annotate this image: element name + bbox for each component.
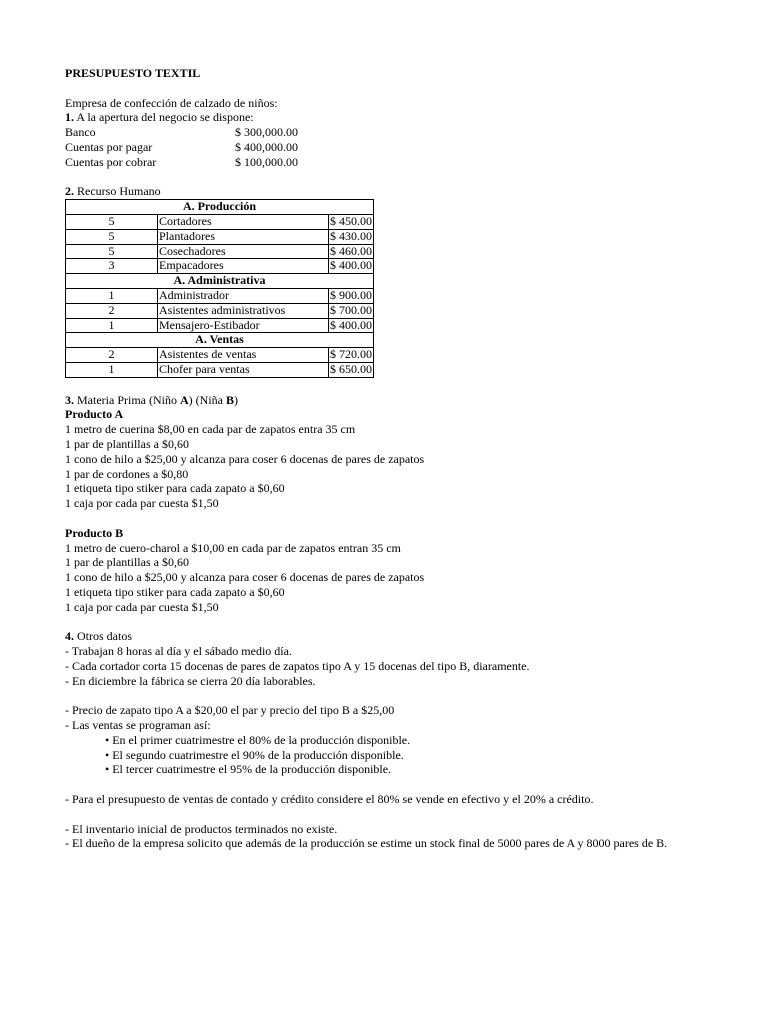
- staff-role: Administrador: [158, 288, 329, 303]
- staff-count: 1: [66, 318, 158, 333]
- s3-text-c: ): [234, 392, 238, 407]
- s3-number: 3.: [65, 392, 74, 407]
- balance-row: [65, 125, 745, 140]
- s4-heading: [65, 629, 745, 644]
- table-row: [66, 214, 374, 229]
- s1-number: 1.: [65, 110, 74, 125]
- list-item: - En diciembre la fábrica se cierra 20 día laborables.: [65, 673, 316, 688]
- staff-role: Empacadores: [158, 259, 329, 274]
- list-item: 1 metro de cuerina $8,00 en cada par de zapatos entra 35 cm: [65, 422, 356, 437]
- staff-role: Cosechadores: [158, 244, 329, 259]
- list-item: • En el primer cuatrimestre el 80% de la producción disponible.: [105, 732, 411, 747]
- table-row: [66, 229, 374, 244]
- product-a-title: Producto A: [65, 407, 124, 422]
- balance-label: Cuentas por pagar: [65, 139, 153, 154]
- document-page: [65, 66, 745, 851]
- s3-text-a: Materia Prima (Niño: [74, 392, 180, 407]
- list-item: - El dueño de la empresa solicito que además de la producción se estime un stock final de 5000 pares de A y 8000 pares de B.: [65, 836, 668, 851]
- table-row: [66, 288, 374, 303]
- staff-count: 5: [66, 229, 158, 244]
- section-header: A. Ventas: [66, 333, 374, 348]
- staff-count: 5: [66, 214, 158, 229]
- s1-text: A la apertura del negocio se dispone:: [74, 110, 254, 125]
- staff-role: Asistentes administrativos: [158, 303, 329, 318]
- section-header: A. Administrativa: [66, 274, 374, 289]
- s3-heading: [65, 393, 745, 408]
- staff-count: 1: [66, 362, 158, 377]
- table-section-row: [66, 274, 374, 289]
- s3-a: A: [179, 392, 189, 407]
- list-item: 1 etiqueta tipo stiker para cada zapato a $0,60: [65, 584, 285, 599]
- table-row: [66, 244, 374, 259]
- list-item: - Las ventas se programan así:: [65, 718, 211, 733]
- list-item: - Trabajan 8 horas al día y el sábado medio día.: [65, 644, 292, 659]
- list-item: 1 caja por cada par cuesta $1,50: [65, 496, 219, 511]
- staff-count: 2: [66, 348, 158, 363]
- s4-number: 4.: [65, 629, 74, 644]
- s4-text: Otros datos: [74, 629, 132, 644]
- human-resources-table: [65, 199, 374, 378]
- credit-line: - Para el presupuesto de ventas de contado y crédito considere el 80% se vende en efectivo y el 20% a crédito.: [65, 792, 594, 807]
- staff-count: 5: [66, 244, 158, 259]
- staff-salary: $ 700.00: [330, 302, 372, 317]
- product-b-list: [65, 541, 745, 615]
- product-b-title: Producto B: [65, 525, 124, 540]
- staff-salary: $ 900.00: [330, 287, 372, 302]
- list-item: - Cada cortador corta 15 docenas de pares de zapatos tipo A y 15 docenas del tipo B, diaramente.: [65, 658, 530, 673]
- table-row: [66, 348, 374, 363]
- staff-salary: $ 450.00: [330, 213, 372, 228]
- balance-label: Banco: [65, 125, 96, 140]
- balance-value: $ 100,000.00: [235, 154, 298, 169]
- list-item: 1 par de cordones a $0,80: [65, 466, 189, 481]
- intro-line: Empresa de confección de calzado de niños:: [65, 95, 278, 110]
- list-item: • El tercer cuatrimestre el 95% de la producción disponible.: [105, 762, 392, 777]
- balance-row: [65, 140, 745, 155]
- staff-count: 1: [66, 288, 158, 303]
- s3-text-b: ) (Niña: [188, 392, 226, 407]
- s1-heading: [65, 110, 745, 125]
- table-row: [66, 303, 374, 318]
- list-item: 1 par de plantillas a $0,60: [65, 555, 189, 570]
- staff-count: 3: [66, 259, 158, 274]
- list-item: 1 caja por cada par cuesta $1,50: [65, 599, 219, 614]
- table-row: [66, 259, 374, 274]
- staff-salary: $ 400.00: [330, 258, 372, 273]
- table-section-row: [66, 333, 374, 348]
- document-title: PRESUPUESTO TEXTIL: [65, 66, 201, 80]
- staff-salary: $ 720.00: [330, 347, 372, 362]
- staff-role: Chofer para ventas: [158, 362, 329, 377]
- staff-salary: $ 460.00: [330, 243, 372, 258]
- other-data-list-4: [65, 822, 745, 852]
- balance-label: Cuentas por cobrar: [65, 154, 157, 169]
- staff-salary: $ 650.00: [330, 361, 372, 376]
- s2-number: 2.: [65, 184, 74, 199]
- staff-role: Cortadores: [158, 214, 329, 229]
- other-data-list-2: [65, 703, 745, 733]
- list-item: • El segundo cuatrimestre el 90% de la producción disponible.: [105, 747, 404, 762]
- staff-role: Plantadores: [158, 229, 329, 244]
- list-item: 1 cono de hilo a $25,00 y alcanza para coser 6 docenas de pares de zapatos: [65, 570, 425, 585]
- staff-count: 2: [66, 303, 158, 318]
- balance-value: $ 300,000.00: [235, 125, 298, 140]
- list-item: - Precio de zapato tipo A a $20,00 el par y precio del tipo B a $25,00: [65, 703, 395, 718]
- list-item: - El inventario inicial de productos terminados no existe.: [65, 821, 338, 836]
- staff-role: Asistentes de ventas: [158, 348, 329, 363]
- product-a-list: [65, 422, 745, 511]
- opening-balances: [65, 125, 745, 169]
- list-item: 1 par de plantillas a $0,60: [65, 436, 189, 451]
- staff-salary: $ 430.00: [330, 228, 372, 243]
- staff-role: Mensajero-Estibador: [158, 318, 329, 333]
- balance-row: [65, 155, 745, 170]
- balance-value: $ 400,000.00: [235, 139, 298, 154]
- table-section-row: [66, 200, 374, 215]
- list-item: 1 cono de hilo a $25,00 y alcanza para coser 6 docenas de pares de zapatos: [65, 451, 425, 466]
- other-data-list-1: [65, 644, 745, 688]
- list-item: 1 etiqueta tipo stiker para cada zapato a $0,60: [65, 481, 285, 496]
- s2-heading: [65, 184, 745, 199]
- section-header: A. Producción: [66, 200, 374, 215]
- list-item: 1 metro de cuero-charol a $10,00 en cada par de zapatos entran 35 cm: [65, 540, 401, 555]
- s3-b: B: [225, 392, 234, 407]
- sales-bullets: [65, 733, 745, 777]
- table-row: [66, 318, 374, 333]
- staff-salary: $ 400.00: [330, 317, 372, 332]
- s2-text: Recurso Humano: [74, 184, 161, 199]
- table-row: [66, 362, 374, 377]
